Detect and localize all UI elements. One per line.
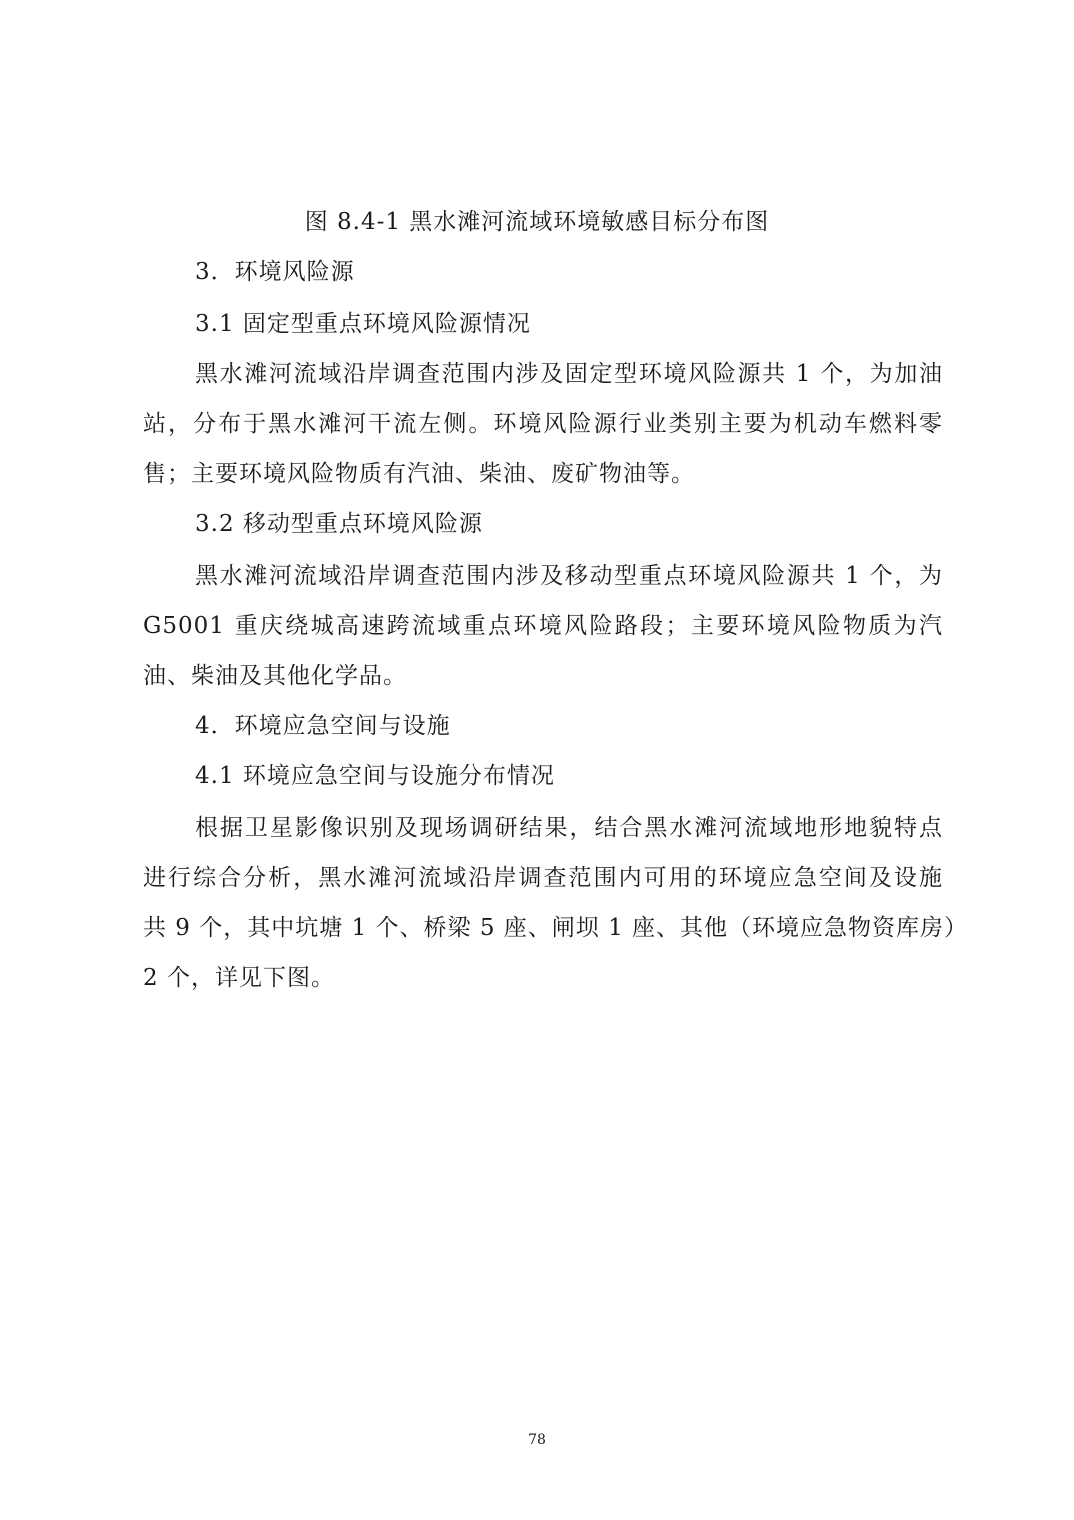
subsection-heading-4-1: 4.1 环境应急空间与设施分布情况: [195, 763, 555, 789]
subsection-heading-3-2: 3.2 移动型重点环境风险源: [195, 511, 483, 537]
paragraph-line: 黑水滩河流域沿岸调查范围内涉及移动型重点环境风险源共 1 个，为: [195, 563, 943, 589]
subsection-heading-3-1: 3.1 固定型重点环境风险源情况: [195, 311, 531, 337]
paragraph-line: 进行综合分析，黑水滩河流域沿岸调查范围内可用的环境应急空间及设施: [143, 865, 943, 891]
paragraph-line: 2 个，详见下图。: [143, 965, 335, 991]
section-heading-4: 4．环境应急空间与设施: [195, 713, 451, 739]
paragraph-line: 黑水滩河流域沿岸调查范围内涉及固定型环境风险源共 1 个，为加油: [195, 361, 943, 387]
paragraph-line: 根据卫星影像识别及现场调研结果，结合黑水滩河流域地形地貌特点: [195, 815, 943, 841]
paragraph-line: 共 9 个，其中坑塘 1 个、桥梁 5 座、闸坝 1 座、其他（环境应急物资库房）: [143, 915, 969, 941]
page-number: 78: [528, 1432, 546, 1448]
paragraph-line: 站，分布于黑水滩河干流左侧。环境风险源行业类别主要为机动车燃料零: [143, 411, 943, 437]
paragraph-line: 油、柴油及其他化学品。: [143, 663, 407, 689]
figure-caption: 图 8.4-1 黑水滩河流域环境敏感目标分布图: [304, 209, 770, 235]
section-heading-3: 3．环境风险源: [195, 259, 355, 285]
paragraph-line: 售；主要环境风险物质有汽油、柴油、废矿物油等。: [143, 461, 695, 487]
paragraph-line: G5001 重庆绕城高速跨流域重点环境风险路段；主要环境风险物质为汽: [143, 613, 943, 639]
